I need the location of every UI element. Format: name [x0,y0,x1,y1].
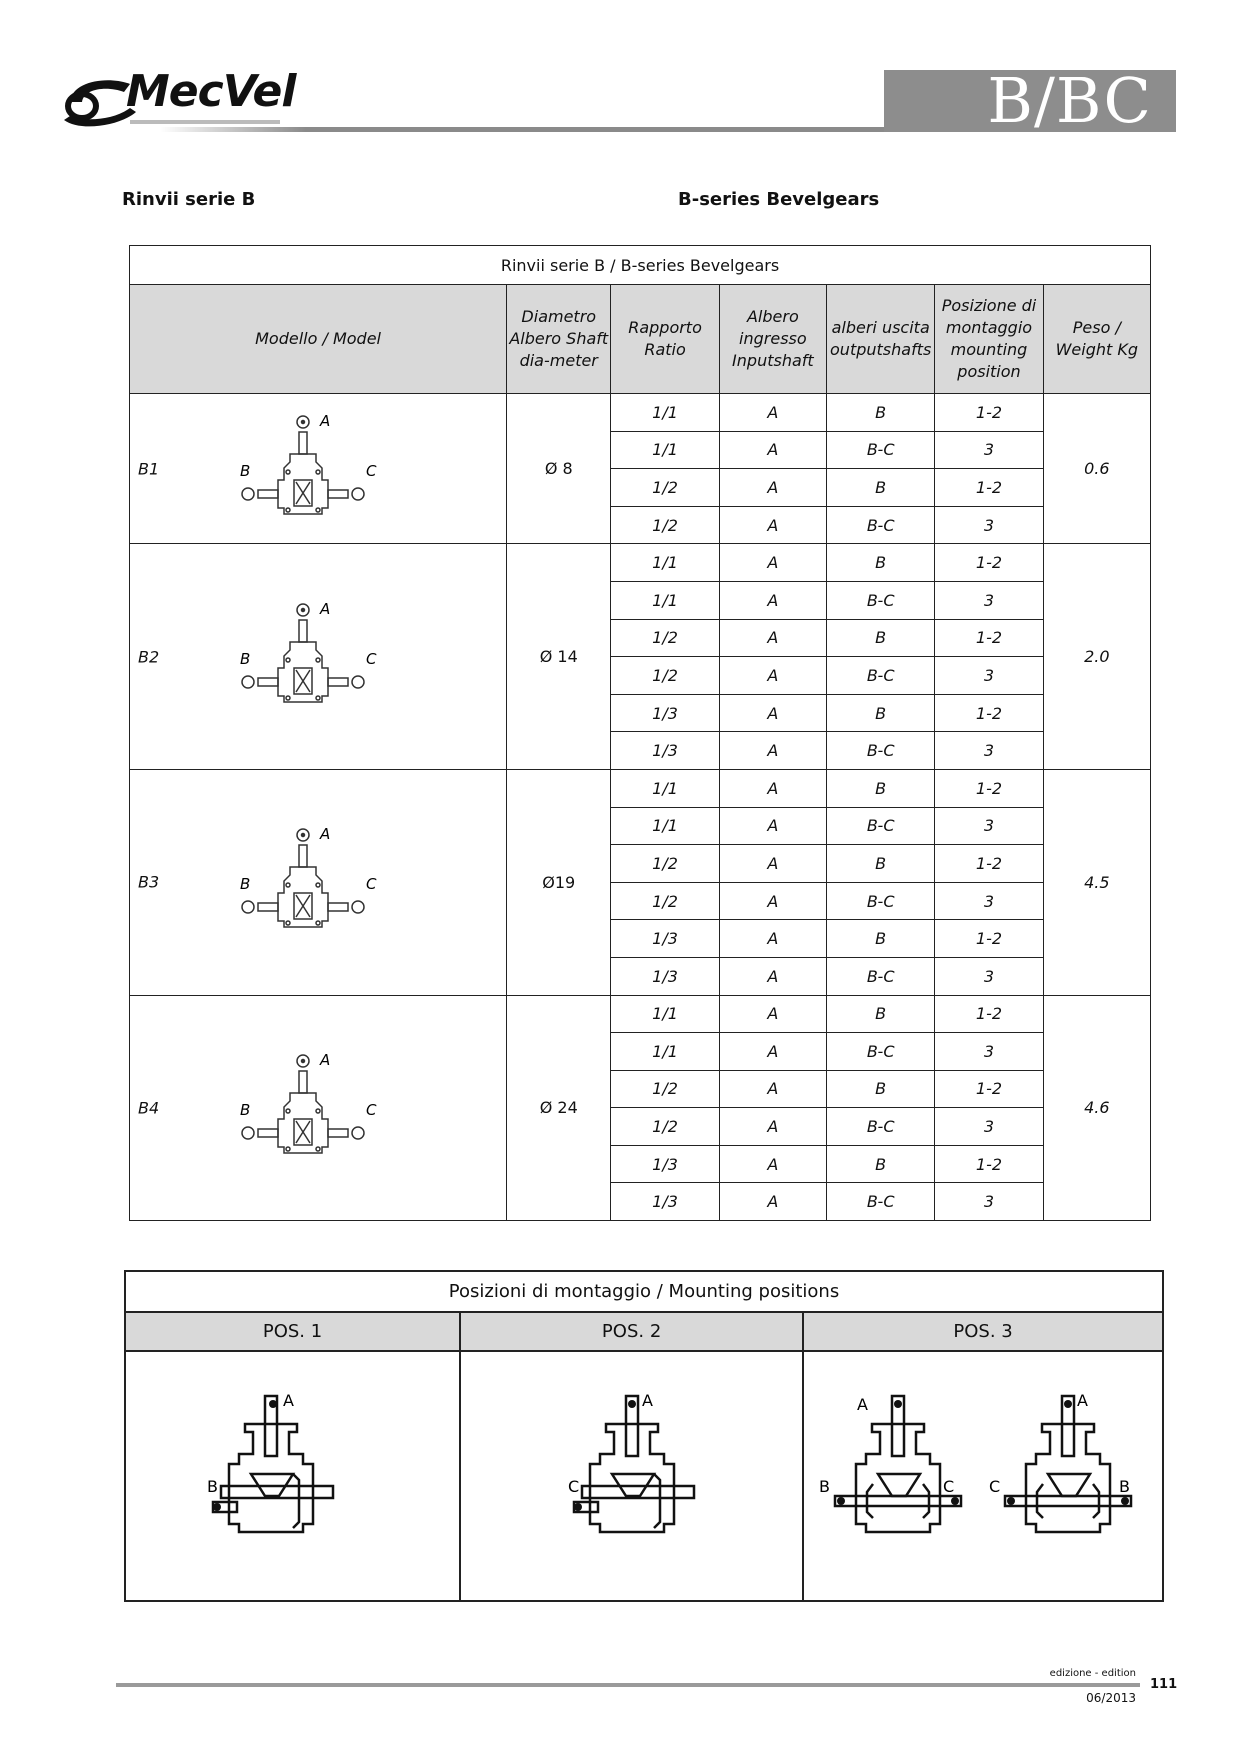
position-cell: 1-2 [935,694,1043,732]
weight-cell: 2.0 [1043,544,1150,770]
position-cell: 1-2 [935,995,1043,1033]
pos-2-diagram [532,1384,732,1564]
position-cell: 3 [935,581,1043,619]
model-name: B2 [138,647,160,667]
ratio-cell: 1/1 [611,1033,719,1071]
output-cell: B [827,394,935,432]
output-cell: B [827,845,935,883]
column-header-1: Modello / Model [130,285,507,394]
pos-1-label-b: B [206,1476,218,1496]
output-cell: B-C [827,882,935,920]
table-row [130,394,1151,432]
input-cell: A [719,732,826,770]
pos-1-label-a: A [282,1390,294,1410]
ratio-cell: 1/2 [611,506,719,544]
weight-cell: 0.6 [1043,394,1150,544]
position-cell: 3 [935,807,1043,845]
shaft-label-b: B [240,649,251,668]
table-row [130,544,1151,582]
ratio-cell: 1/2 [611,619,719,657]
output-cell: B [827,544,935,582]
logo-underline [130,118,280,126]
input-cell: A [719,769,826,807]
output-cell: B-C [827,431,935,469]
ratio-cell: 1/2 [611,657,719,695]
footer-rule [116,1683,1140,1687]
ratio-cell: 1/1 [611,394,719,432]
output-cell: B-C [827,957,935,995]
position-cell: 1-2 [935,845,1043,883]
ratio-cell: 1/3 [611,957,719,995]
diameter-cell: Ø 14 [507,544,611,770]
shaft-label-a: A [320,599,331,618]
diameter-cell: Ø19 [507,769,611,995]
subtitle-english: B-series Bevelgears [678,189,880,210]
bevelgear-drawing [240,598,390,716]
header-rule-fade [160,127,306,132]
pos-1-header: POS. 1 [125,1312,460,1351]
shaft-label-a: A [320,411,331,430]
page-number: 111 [1150,1677,1178,1692]
position-cell: 1-2 [935,544,1043,582]
input-cell: A [719,431,826,469]
model-name: B4 [138,1098,160,1118]
weight-cell: 4.5 [1043,769,1150,995]
pos-2-figure [460,1351,803,1601]
position-cell: 3 [935,1183,1043,1221]
model-cell [130,544,507,770]
ratio-cell: 1/1 [611,995,719,1033]
position-cell: 3 [935,882,1043,920]
shaft-label-c: C [366,461,377,480]
ratio-cell: 1/1 [611,581,719,619]
input-cell: A [719,1183,826,1221]
shaft-label-c: C [366,649,377,668]
model-cell [130,995,507,1221]
ratio-cell: 1/2 [611,845,719,883]
pos-3-diagram [813,1384,1153,1564]
mounting-positions-table [124,1270,1164,1602]
column-header-6: Posizione di montaggio mounting position [935,285,1043,394]
input-cell: A [719,920,826,958]
output-cell: B [827,1145,935,1183]
ratio-cell: 1/3 [611,1183,719,1221]
footer-edition-label: edizione - edition [1049,1668,1136,1679]
output-cell: B [827,469,935,507]
output-cell: B [827,694,935,732]
position-cell: 3 [935,732,1043,770]
ratio-cell: 1/1 [611,544,719,582]
input-cell: A [719,845,826,883]
model-cell [130,394,507,544]
output-cell: B [827,920,935,958]
ratio-cell: 1/3 [611,920,719,958]
ratio-cell: 1/1 [611,431,719,469]
header-rule [306,127,906,132]
model-cell [130,769,507,995]
diameter-cell: Ø 24 [507,995,611,1221]
ratio-cell: 1/2 [611,1108,719,1146]
position-cell: 3 [935,506,1043,544]
pos-3b-label-c: C [989,1476,1001,1496]
position-cell: 3 [935,957,1043,995]
ratio-cell: 1/2 [611,882,719,920]
pos-3b-label-a: A [1077,1390,1088,1410]
table-row [130,769,1151,807]
output-cell: B-C [827,506,935,544]
output-cell: B-C [827,1183,935,1221]
output-cell: B-C [827,732,935,770]
section-title: B/BC [884,70,1176,132]
input-cell: A [719,694,826,732]
input-cell: A [719,544,826,582]
pos-2-header: POS. 2 [460,1312,803,1351]
bevelgears-table [129,245,1151,1221]
footer-date: 06/2013 [1086,1691,1136,1705]
input-cell: A [719,1145,826,1183]
column-header-3: Rapporto Ratio [611,285,719,394]
pos-3-header: POS. 3 [803,1312,1163,1351]
input-cell: A [719,957,826,995]
logo-wordmark: MecVel [126,66,296,117]
input-cell: A [719,394,826,432]
pos-1-figure [125,1351,460,1601]
bevelgear-drawing [240,410,390,528]
output-cell: B [827,619,935,657]
ratio-cell: 1/3 [611,1145,719,1183]
pos-3-figure [803,1351,1163,1601]
position-cell: 1-2 [935,469,1043,507]
weight-cell: 4.6 [1043,995,1150,1221]
column-header-4: Albero ingresso Inputshaft [719,285,826,394]
pos-2-label-c: C [567,1476,579,1496]
output-cell: B-C [827,807,935,845]
column-header-2: Diametro Albero Shaft dia-meter [507,285,611,394]
model-name: B1 [138,459,160,479]
position-cell: 3 [935,657,1043,695]
position-cell: 1-2 [935,920,1043,958]
position-cell: 1-2 [935,1145,1043,1183]
input-cell: A [719,807,826,845]
input-cell: A [719,581,826,619]
ratio-cell: 1/1 [611,807,719,845]
input-cell: A [719,619,826,657]
output-cell: B-C [827,581,935,619]
shaft-label-b: B [240,875,251,894]
bevelgear-drawing [240,823,390,941]
position-cell: 1-2 [935,619,1043,657]
ratio-cell: 1/3 [611,732,719,770]
input-cell: A [719,1033,826,1071]
output-cell: B [827,1070,935,1108]
position-cell: 3 [935,431,1043,469]
table-caption: Rinvii serie B / B-series Bevelgears [130,246,1151,285]
input-cell: A [719,469,826,507]
input-cell: A [719,506,826,544]
pos-3a-label-a: A [857,1394,868,1414]
shaft-label-c: C [366,875,377,894]
input-cell: A [719,882,826,920]
ratio-cell: 1/1 [611,769,719,807]
pos-1-diagram [193,1384,393,1564]
position-cell: 3 [935,1108,1043,1146]
shaft-label-a: A [320,825,331,844]
shaft-label-a: A [320,1050,331,1069]
position-cell: 1-2 [935,394,1043,432]
positions-caption: Posizioni di montaggio / Mounting positions [125,1271,1163,1312]
input-cell: A [719,657,826,695]
shaft-label-b: B [240,461,251,480]
shaft-label-b: B [240,1100,251,1119]
pos-3a-label-c: C [943,1476,955,1496]
pos-3a-label-b: B [819,1476,831,1496]
input-cell: A [719,1070,826,1108]
column-header-7: Peso / Weight Kg [1043,285,1150,394]
diameter-cell: Ø 8 [507,394,611,544]
output-cell: B [827,995,935,1033]
pos-2-label-a: A [641,1390,653,1410]
shaft-label-c: C [366,1100,377,1119]
position-cell: 1-2 [935,1070,1043,1108]
output-cell: B-C [827,657,935,695]
output-cell: B [827,769,935,807]
model-name: B3 [138,872,160,892]
input-cell: A [719,995,826,1033]
output-cell: B-C [827,1033,935,1071]
subtitle-italian: Rinvii serie B [122,189,256,210]
table-row [130,995,1151,1033]
ratio-cell: 1/2 [611,1070,719,1108]
ratio-cell: 1/2 [611,469,719,507]
ratio-cell: 1/3 [611,694,719,732]
position-cell: 1-2 [935,769,1043,807]
column-header-5: alberi uscita outputshafts [827,285,935,394]
pos-3b-label-b: B [1119,1476,1131,1496]
bevelgear-drawing [240,1049,390,1167]
position-cell: 3 [935,1033,1043,1071]
output-cell: B-C [827,1108,935,1146]
input-cell: A [719,1108,826,1146]
